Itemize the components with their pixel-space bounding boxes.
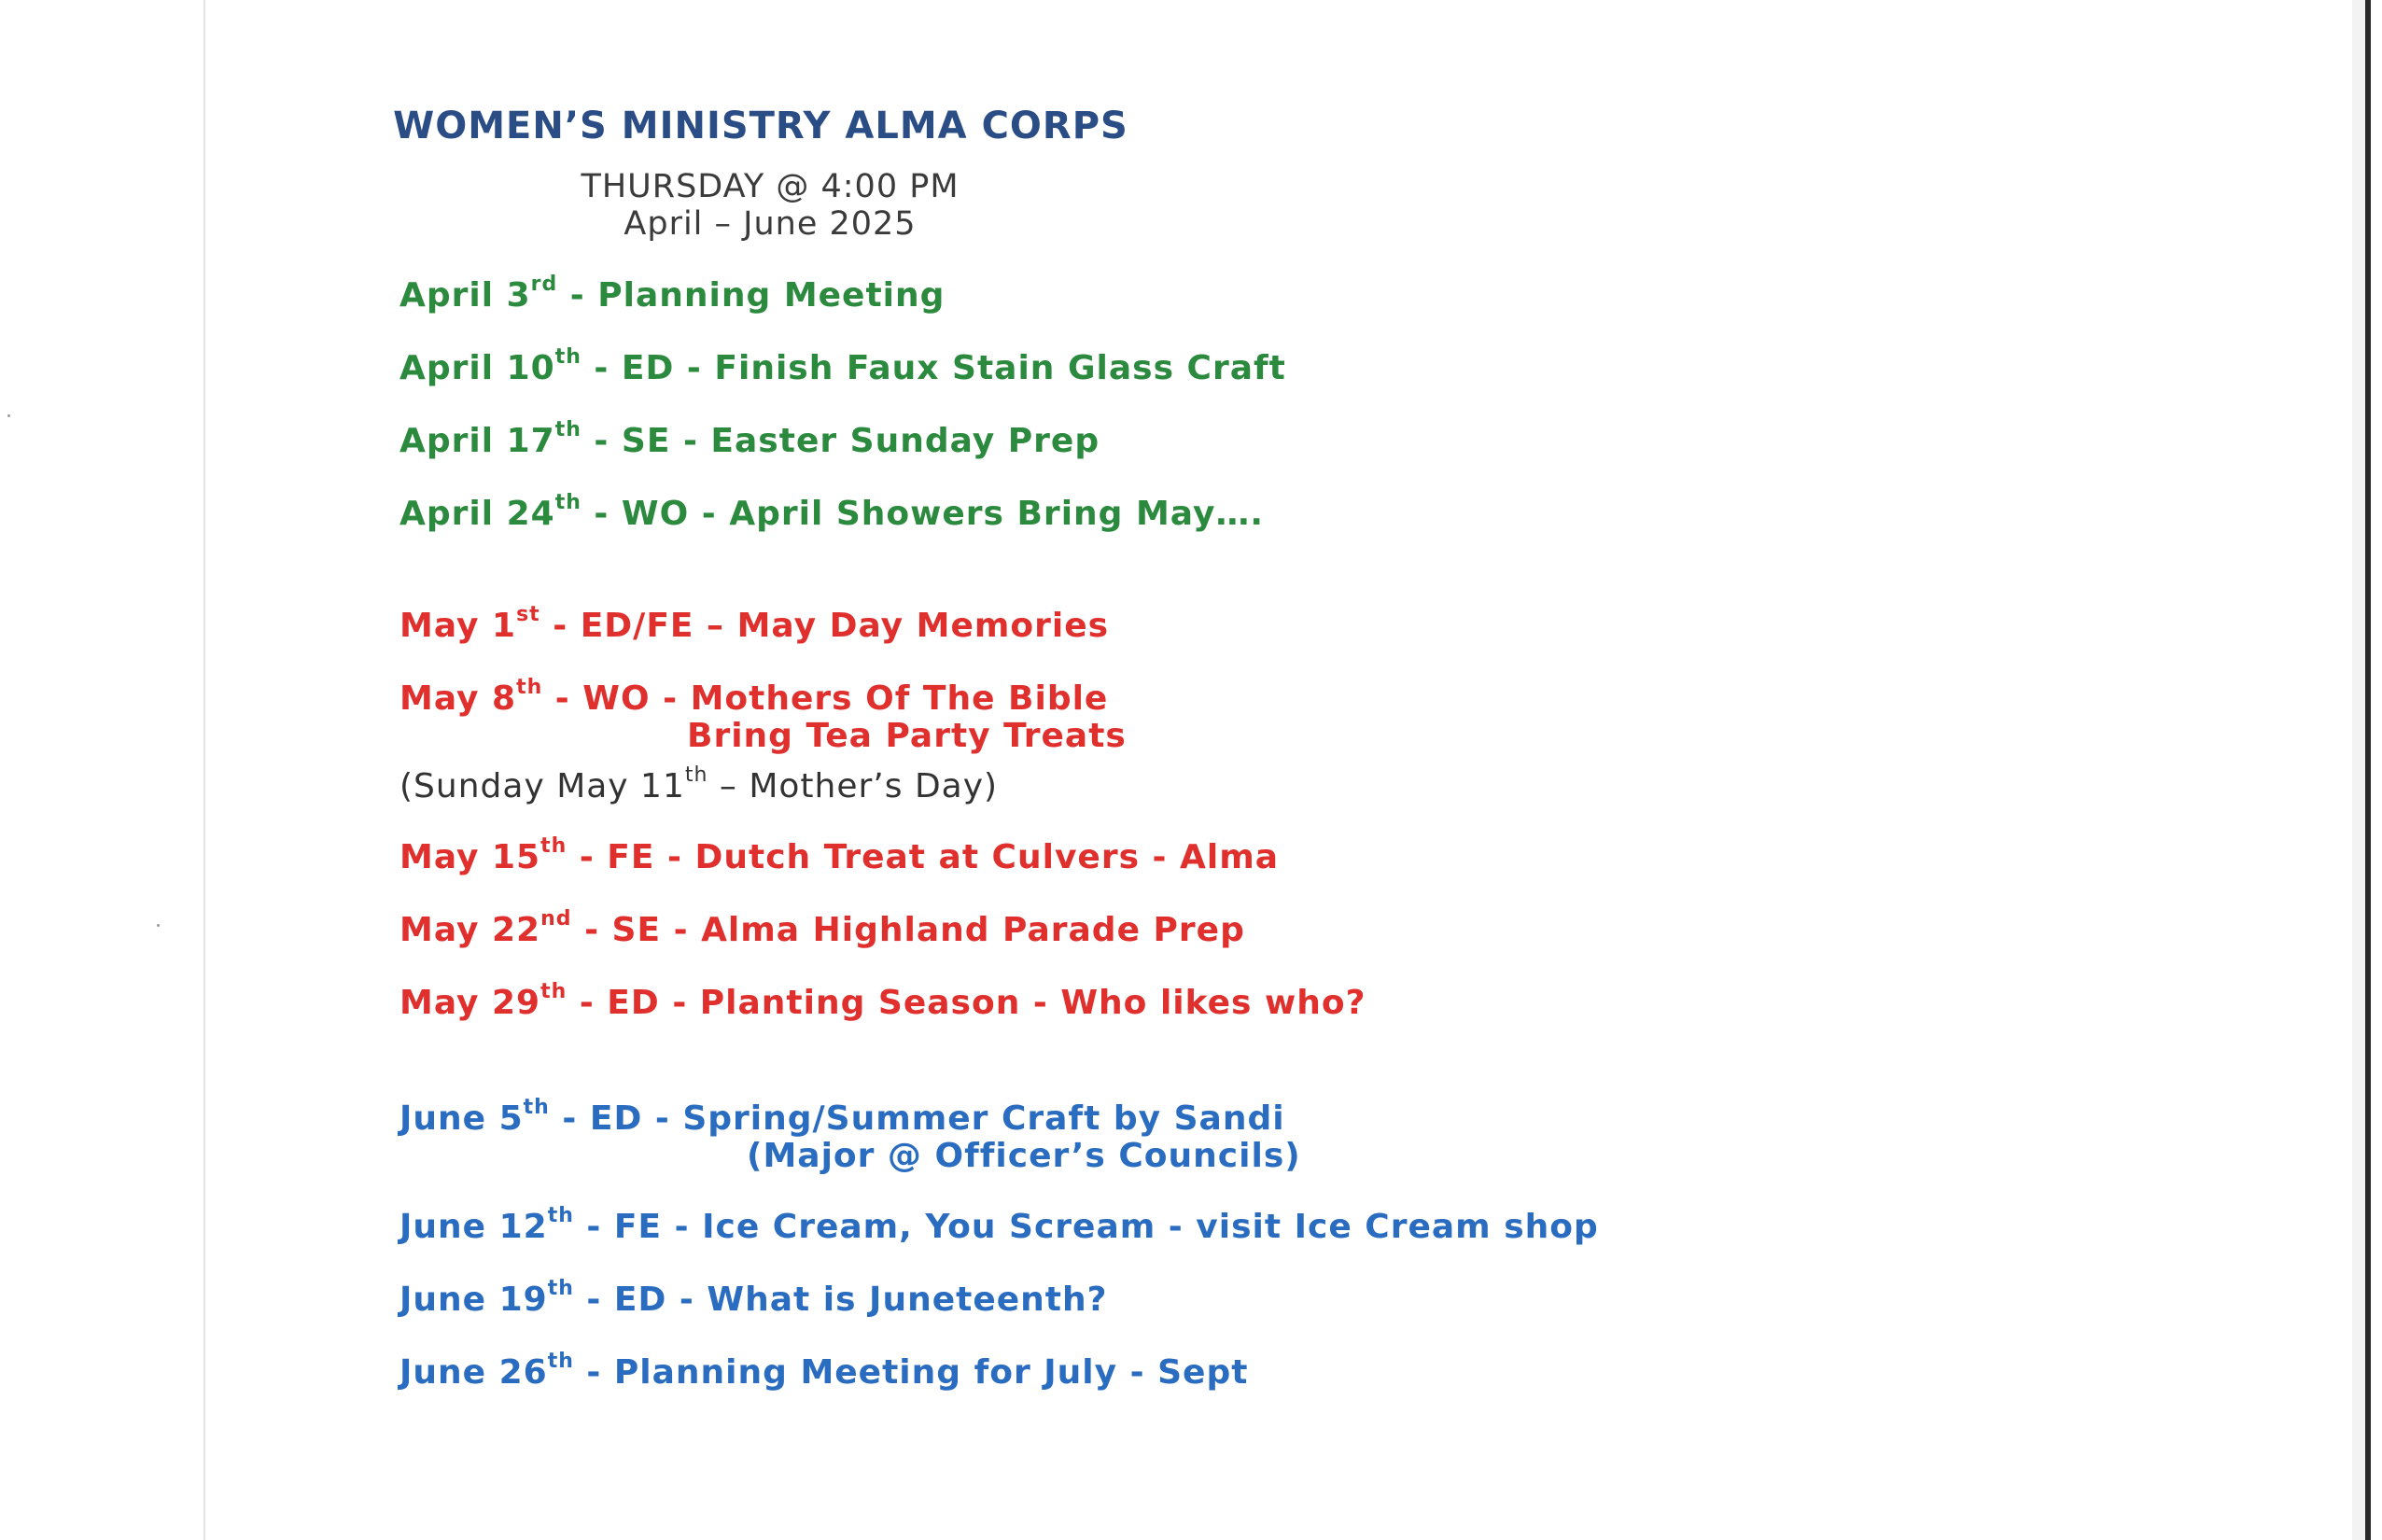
schedule-item-june-26: June 26th - Planning Meeting for July - Sept <box>399 1350 1249 1392</box>
schedule-item-may-1: May 1st - ED/FE – May Day Memories <box>399 603 1110 645</box>
schedule-item-april-17: April 17th - SE - Easter Sunday Prep <box>399 418 1100 460</box>
schedule-item-june-12: June 12th - FE - Ice Cream, You Scream - visit Ice Cream shop <box>399 1204 1599 1246</box>
scan-speck <box>157 924 160 927</box>
schedule-item-april-3: April 3rd - Planning Meeting <box>399 273 946 315</box>
schedule-item-june-5: June 5th - ED - Spring/Summer Craft by Sandi <box>399 1096 1285 1138</box>
schedule-item-may-29: May 29th - ED - Planting Season - Who likes who? <box>399 980 1366 1022</box>
scan-right-shade <box>2352 0 2365 1540</box>
scan-speck <box>7 414 10 417</box>
schedule-item-may-22: May 22nd - SE - Alma Highland Parade Prep <box>399 907 1245 949</box>
schedule-item-may-15: May 15th - FE - Dutch Treat at Culvers - Alma <box>399 834 1280 876</box>
schedule-item-june-5-note: (Major @ Officer’s Councils) <box>747 1137 1301 1175</box>
schedule-item-april-10: April 10th - ED - Finish Faux Stain Glass Craft <box>399 345 1286 387</box>
schedule-item-june-19: June 19th - ED - What is Juneteenth? <box>399 1277 1108 1319</box>
mothers-day-note: (Sunday May 11th – Mother’s Day) <box>399 763 999 805</box>
meeting-time: THURSDAY @ 4:00 PM <box>581 168 960 205</box>
schedule-item-may-8-note: Bring Tea Party Treats <box>687 717 1127 755</box>
schedule-item-april-24: April 24th - WO - April Showers Bring May…. <box>399 491 1265 533</box>
page-title: WOMEN’S MINISTRY ALMA CORPS <box>393 105 1128 147</box>
schedule-item-may-8: May 8th - WO - Mothers Of The Bible <box>399 676 1109 718</box>
scan-right-edge <box>2365 0 2371 1540</box>
date-range: April – June 2025 <box>624 205 917 243</box>
